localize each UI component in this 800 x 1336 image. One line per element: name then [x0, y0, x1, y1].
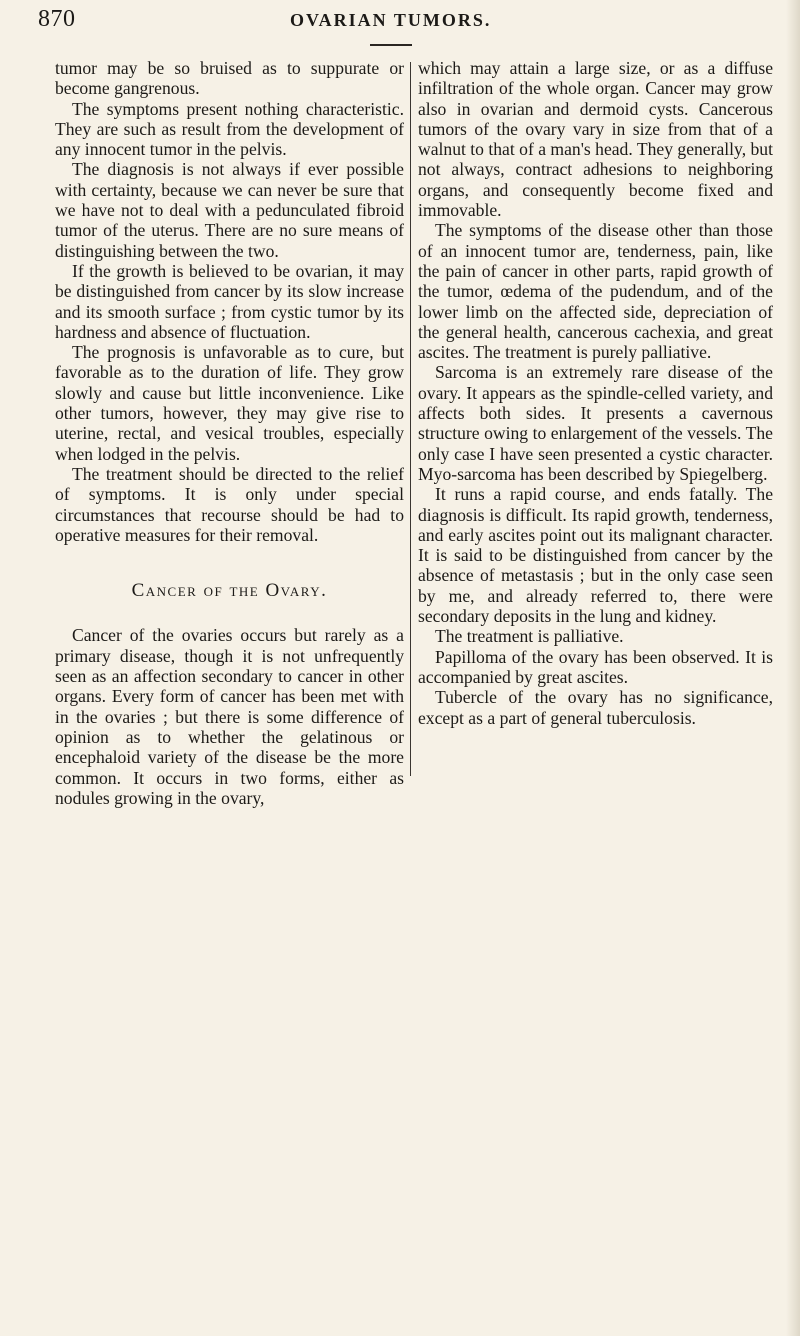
paragraph: The symptoms of the disease other than those of an innocent tumor are, tenderness, pain, like the pain of cancer in other parts, rapid growth of the tumor, œdema of the pudendum, and of the lower limb on the affected side, depreciation of the general health, cancerous cachexia, and great ascites. The treatment is purely palliative. [418, 220, 773, 363]
paragraph: The treatment is palliative. [435, 626, 624, 647]
paragraph: Tubercle of the ovary has no significance, except as a part of general tuberculosis. [418, 687, 773, 728]
paragraph: The prognosis is unfavorable as to cure, but favorable as to the duration of life. They grow slowly and cause but little inconvenience. Like other tumors, however, they may give rise to uterine, rectal, and vesical troubles, especially when lodged in the pelvis. [55, 342, 404, 464]
paragraph: tumor may be so bruised as to suppurate or become gangrenous. [55, 58, 404, 99]
page-header [0, 0, 800, 40]
paragraph: The diagnosis is not always if ever possible with certainty, because we can never be sure that we have not to deal with a pedunculated fibroid tumor of the uterus. There are no sure means of distinguishing between the two. [55, 159, 404, 261]
paragraph: Cancer of the ovaries occurs but rarely as a primary disease, though it is not unfrequently seen as an affection secondary to cancer in other organs. Every form of cancer has been met with in the ovaries ; but there is some difference of opinion as to whether the gelatinous or encephaloid variety of the disease be the more common. It occurs in two forms, either as nodules growing in the ovary, [55, 625, 404, 808]
paragraph: Papilloma of the ovary has been observed. It is accompanied by great ascites. [418, 646, 773, 687]
left-column [55, 58, 404, 808]
page-number: 870 [38, 6, 76, 32]
section-heading: Cancer of the Ovary. [131, 580, 328, 602]
paragraph: The symptoms present nothing characteristic. They are such as result from the development of any innocent tumor in the pelvis. [55, 98, 404, 160]
paragraph: The treatment should be directed to the relief of symptoms. It is only under special circumstances that recourse should be had to operative measures for their removal. [55, 463, 404, 545]
column-divider [410, 62, 411, 776]
paragraph: which may attain a large size, or as a diffuse infiltration of the whole organ. Cancer may grow also in ovarian and dermoid cysts. Cancerous tumors of the ovary vary in size from that of a walnut to that of a man's head. They generally, but not always, contract adhesions to neighboring organs, and consequently become fixed and immovable. [418, 58, 773, 221]
right-column [418, 58, 773, 728]
paragraph: It runs a rapid course, and ends fatally. The diagnosis is difficult. Its rapid growth, tenderness, and early ascites point out its malignant character. It is said to be distinguished from cancer by the absence of metastasis ; but in the only case seen by me, and already referred to, there were secondary deposits in the lung and kidney. [418, 484, 773, 627]
page-edge-shadow [786, 0, 800, 1336]
paragraph: If the growth is believed to be ovarian, it may be distinguished from cancer by its slow increase and its smooth surface ; from cystic tumor by its hardness and absence of fluctuation. [55, 260, 404, 342]
running-head: OVARIAN TUMORS. [290, 10, 492, 30]
paragraph: Sarcoma is an extremely rare disease of the ovary. It appears as the spindle-celled variety, and affects both sides. It presents a cavernous structure owing to enlargement of the vessels. The only case I have seen presented a cystic character. Myo-sarcoma has been described by Spiegelberg. [418, 362, 773, 484]
header-rule [370, 44, 412, 46]
